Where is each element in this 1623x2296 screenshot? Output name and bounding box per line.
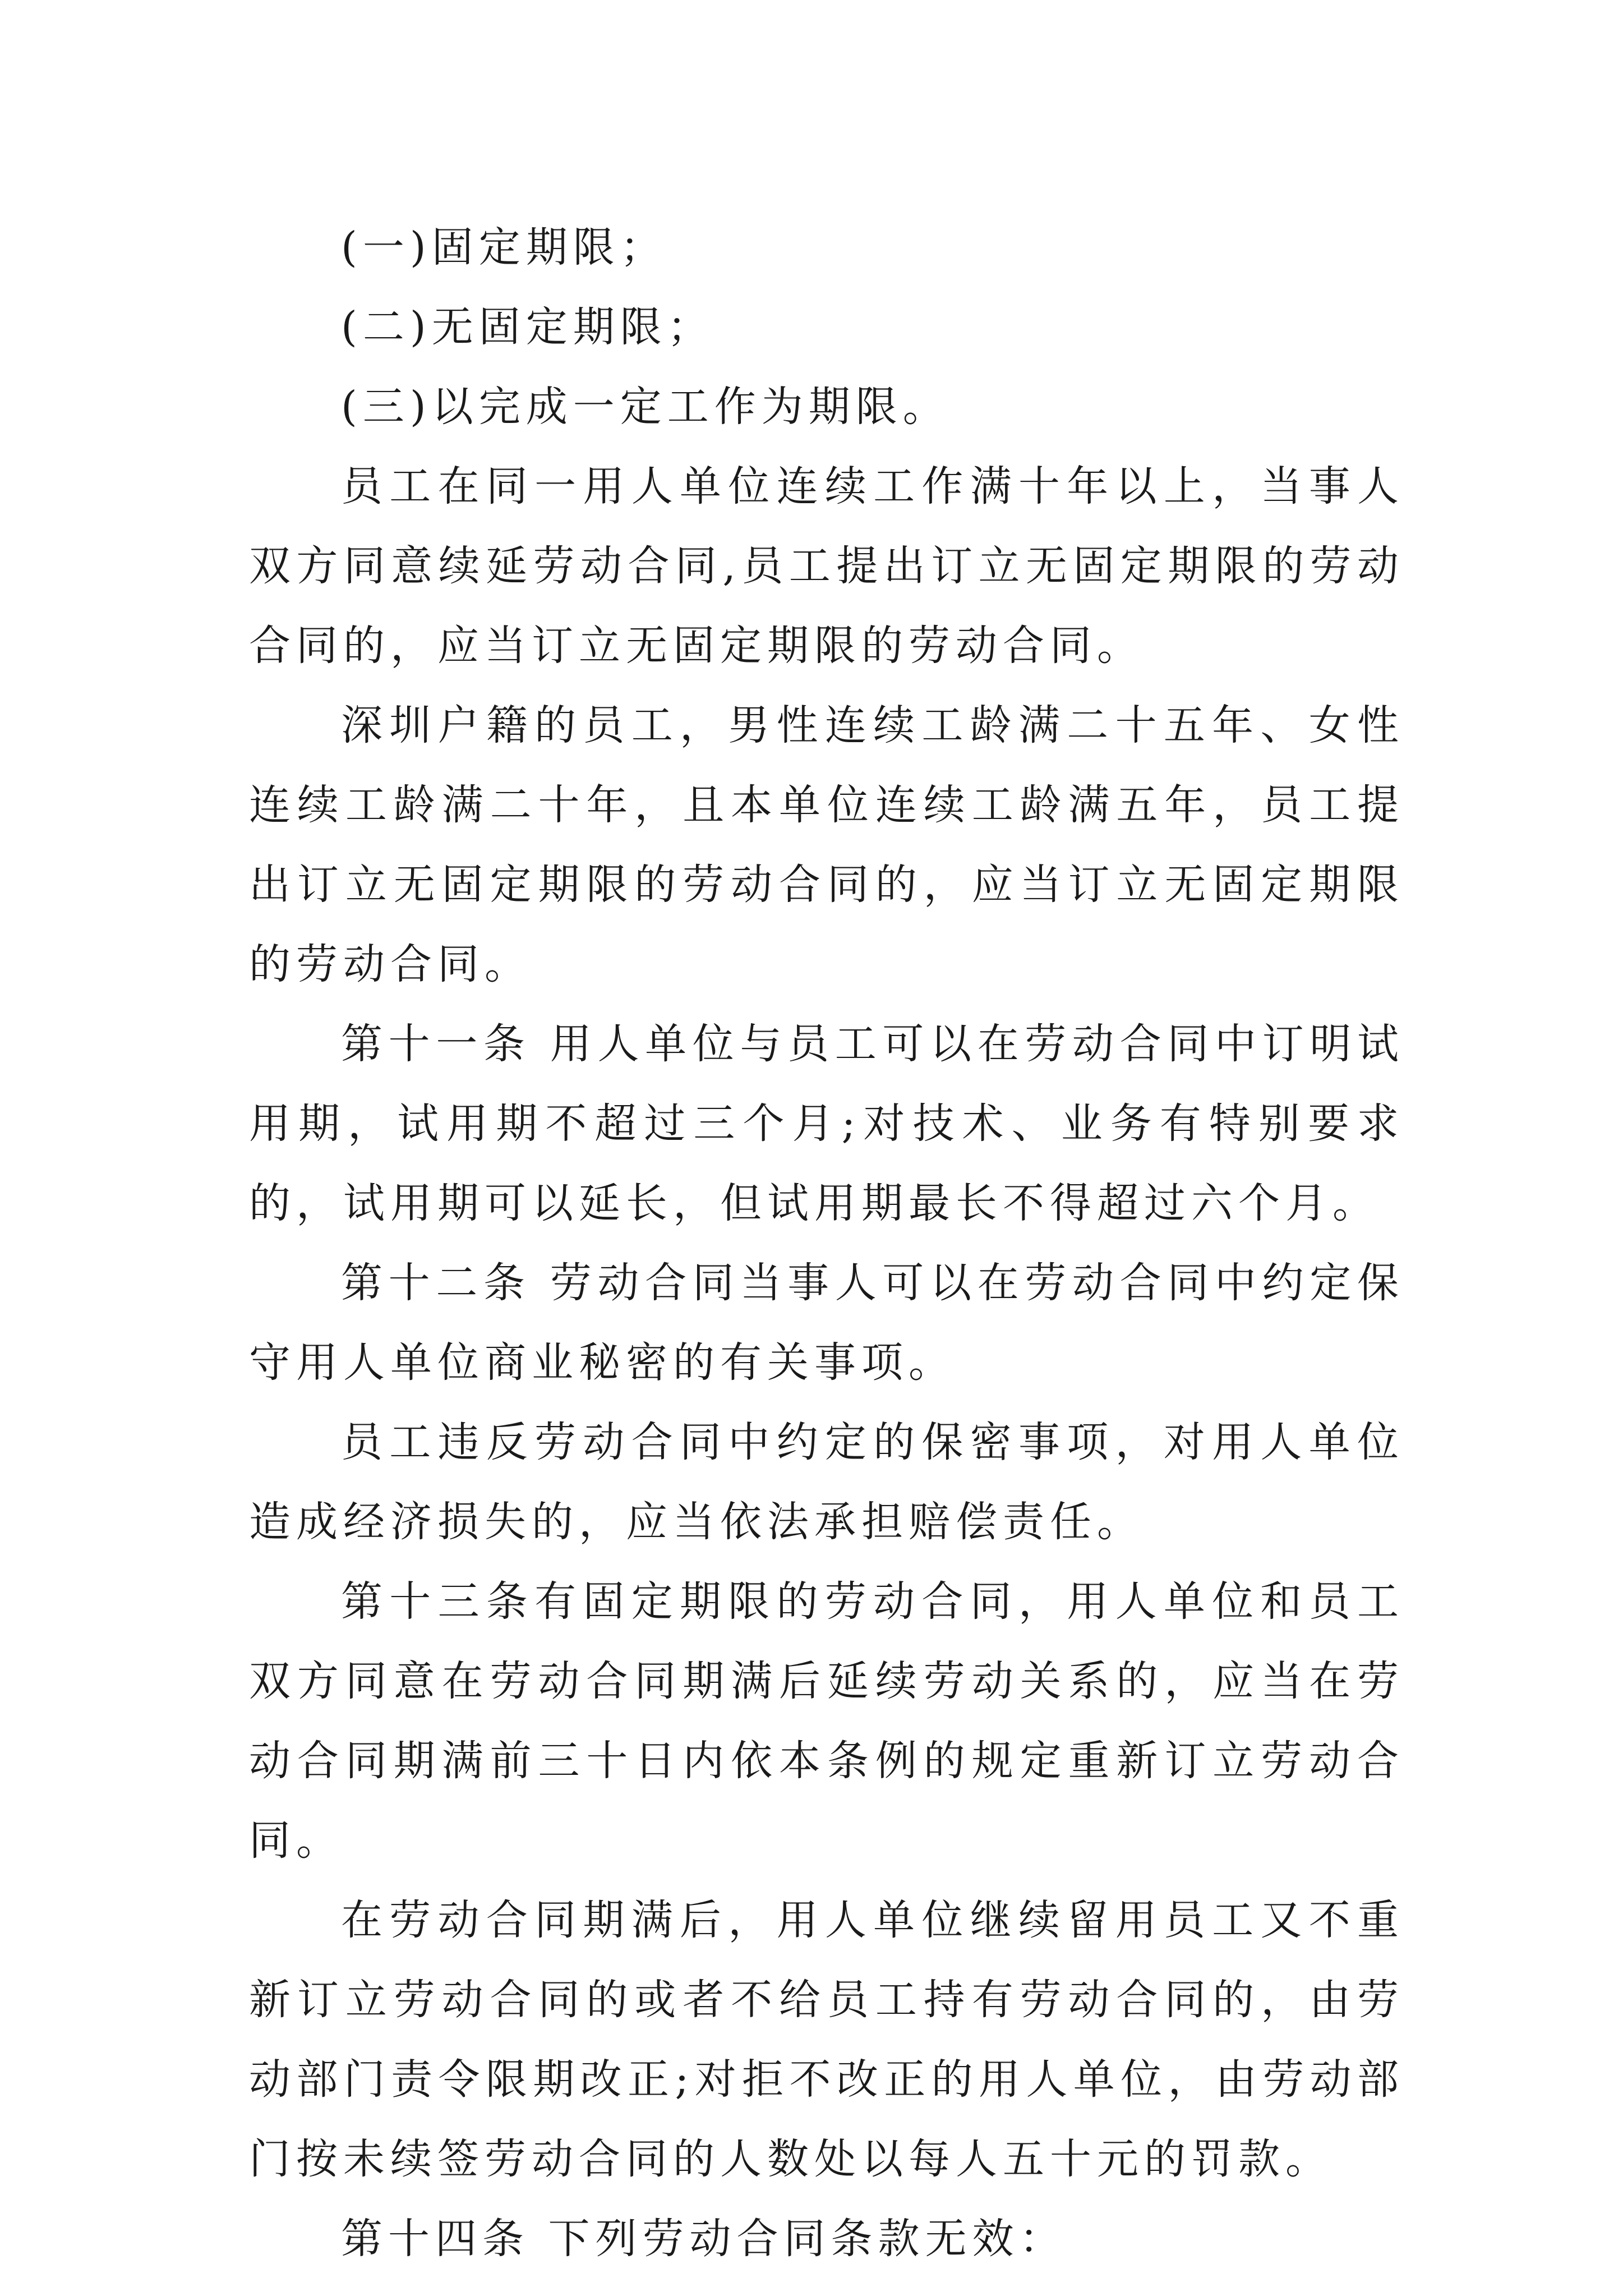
list-item-unfixed-term: (二)无固定期限； [341, 303, 714, 351]
paragraph-confidentiality-breach: 员工违反劳动合同中约定的保密事项，对用人单位造成经济损失的，应当依法承担赔偿责任。 [249, 1418, 1404, 1546]
article-13: 第十三条有固定期限的劳动合同，用人单位和员工双方同意在劳动合同期满后延续劳动关系的，应当在劳动合同期满前三十日内依本条例的规定重新订立劳动合同。 [249, 1577, 1404, 1865]
article-12: 第十二条 劳动合同当事人可以在劳动合同中约定保守用人单位商业秘密的有关事项。 [249, 1259, 1404, 1387]
paragraph-ten-years-service: 员工在同一用人单位连续工作满十年以上，当事人双方同意续延劳动合同,员工提出订立无固定期限的劳动合同的，应当订立无固定期限的劳动合同。 [249, 462, 1404, 670]
paragraph-shenzhen-hukou: 深圳户籍的员工，男性连续工龄满二十五年、女性连续工龄满二十年，且本单位连续工龄满五年，员工提出订立无固定期限的劳动合同的，应当订立无固定期限的劳动合同。 [249, 701, 1404, 988]
article-14: 第十四条 下列劳动合同条款无效： [341, 2215, 1067, 2263]
list-item-task-term: (三)以完成一定工作为期限。 [341, 383, 950, 431]
list-item-fixed-term: (一)固定期限； [341, 223, 667, 272]
article-11: 第十一条 用人单位与员工可以在劳动合同中订明试用期，试用期不超过三个月;对技术、业务有特别要求的，试用期可以延长，但试用期最长不得超过六个月。 [249, 1020, 1404, 1227]
document-body [249, 208, 1404, 2279]
paragraph-contract-renewal-penalty: 在劳动合同期满后，用人单位继续留用员工又不重新订立劳动合同的或者不给员工持有劳动合同的，由劳动部门责令限期改正;对拒不改正的用人单位，由劳动部门按未续签劳动合同的人数处以每人五十元的罚款。 [249, 1896, 1404, 2183]
